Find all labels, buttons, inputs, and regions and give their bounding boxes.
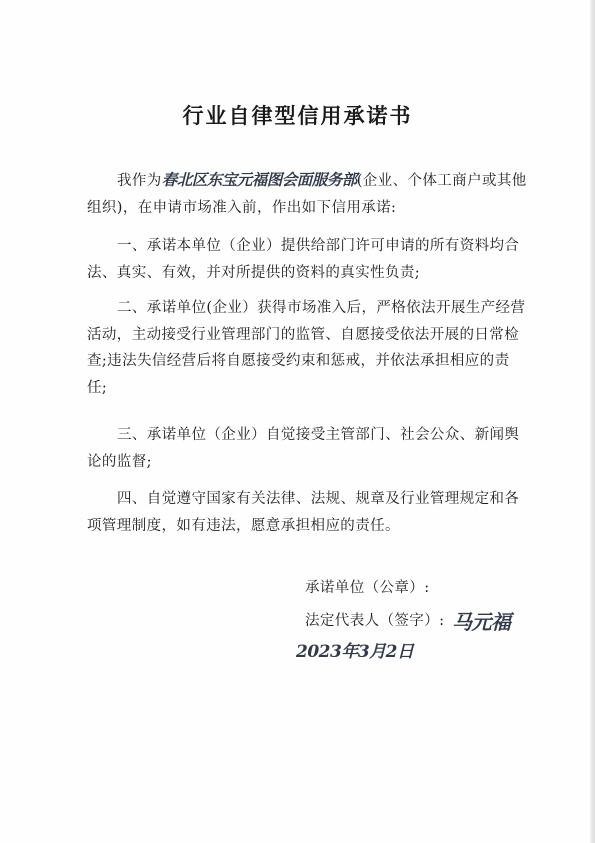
intro-prefix: 我作为 (117, 173, 162, 189)
commitment-2: 二、承诺单位(企业）获得市场准入后，严格依法开展生产经营活动，主动接受行业管理部门的监管、自愿接受依法开展的日常检查;违法失信经营后将自愿接受约束和惩戒，并依法承担相应的责任; (87, 300, 526, 396)
handwritten-signature: 马元福 (452, 610, 511, 634)
intro-suffix: (企业、个体工商户或其他组织)，在申请市场准入前，作出如下信用承诺: (87, 173, 527, 216)
intro-paragraph (87, 167, 527, 221)
unit-seal-label: 承诺单位（公章）: (305, 580, 430, 596)
handwritten-company-name: 春北区东宝元福图会面服务部 (161, 170, 357, 189)
commitment-1: 一、承诺本单位（企业）提供给部门许可申请的所有资料均合法、真实、有效，并对所提供的资料的真实性负责; (87, 238, 520, 281)
document-title: 行业自律型信用承诺书 (182, 103, 413, 128)
legal-rep-label: 法定代表人（签字）: (305, 613, 445, 629)
commitment-4: 四、自觉遵守国家有关法律、法规、规章及行业管理规定和各项管理制度，如有违法，愿意承担相应的责任。 (87, 491, 520, 534)
handwritten-date: 2023年3月2日 (296, 642, 414, 662)
commitment-3: 三、承诺单位（企业）自觉接受主管部门、社会公众、新闻舆论的监督; (87, 427, 520, 470)
